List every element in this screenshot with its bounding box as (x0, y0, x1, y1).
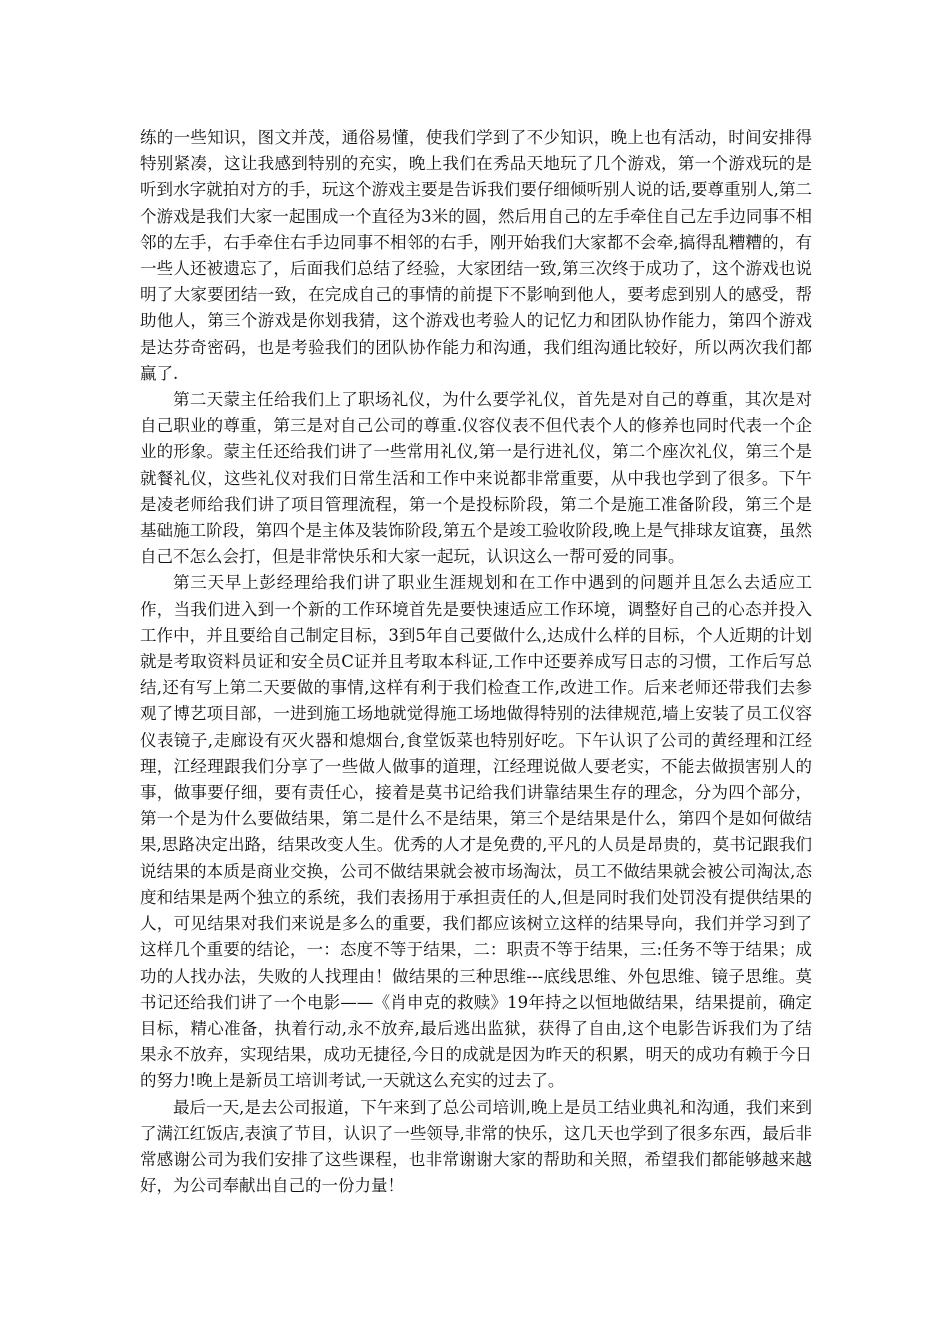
paragraph-day-three: 第三天早上彭经理给我们讲了职业生涯规划和在工作中遇到的问题并且怎么去适应工作，当我们进入到一个新的工作环境首先是要快速适应工作环境，调整好自己的心态并投入工作中，并且要给自己制定目标，3到5年自己要做什么,达成什么样的目标，个人近期的计划就是考取资料员证和安全员C证并且考取本科证,工作中还要养成写日志的习惯，工作后写总结,还有写上第二天要做的事情,这样有利于我们检查工作,改进工作。后来老师还带我们去参观了博艺项目部，一进到施工场地就觉得施工场地做得特别的法律规范,墙上安装了员工仪容仪表镜子,走廊设有灭火器和熄烟台,食堂饭菜也特别好吃。下午认识了公司的黄经理和江经理，江经理跟我们分享了一些做人做事的道理，江经理说做人要老实，不能去做损害别人的事，做事要仔细，要有责任心，接着是莫书记给我们讲靠结果生存的理念，分为四个部分，第一个是为什么要做结果，第二是什么不是结果，第三个是结果是什么，第四个是如何做结果,思路决定出路，结果改变人生。优秀的人才是免费的,平凡的人员是昂贵的，莫书记跟我们说结果的本质是商业交换，公司不做结果就会被市场淘汰，员工不做结果就会被公司淘汰,态度和结果是两个独立的系统，我们表扬用于承担责任的人,但是同时我们处罚没有提供结果的人，可见结果对我们来说是多么的重要，我们都应该树立这样的结果导向，我们并学习到了这样几个重要的结论，一：态度不等于结果，二：职责不等于结果，三:任务不等于结果；成功的人找办法，失败的人找理由！做结果的三种思维---底线思维、外包思维、镜子思维。莫书记还给我们讲了一个电影——《肖申克的救赎》19年持之以恒地做结果，结果提前，确定目标，精心准备，执着行动,永不放弃,最后逃出监狱，获得了自由,这个电影告诉我们为了结果永不放弃，实现结果，成功无捷径,今日的成就是因为昨天的积累，明天的成功有赖于今日的努力!晚上是新员工培训考试,一天就这么充实的过去了。 (140, 573, 812, 1091)
paragraph-day-two: 第二天蒙主任给我们上了职场礼仪，为什么要学礼仪，首先是对自己的尊重，其次是对自己职业的尊重，第三是对自己公司的尊重.仪容仪表不但代表个人的修养也同时代表一个企业的形象。蒙主任还给我们讲了一些常用礼仪,第一是行进礼仪，第二个座次礼仪，第三个是就餐礼仪，这些礼仪对我们日常生活和工作中来说都非常重要，从中我也学到了很多。下午是凌老师给我们讲了项目管理流程，第一个是投标阶段，第二个是施工准备阶段，第三个是基础施工阶段，第四个是主体及装饰阶段,第五个是竣工验收阶段,晚上是气排球友谊赛，虽然自己不怎么会打，但是非常快乐和大家一起玩，认识这么一帮可爱的同事。 (140, 390, 812, 567)
document-body (140, 125, 812, 1199)
paragraph-last-day: 最后一天,是去公司报道，下午来到了总公司培训,晚上是员工结业典礼和沟通，我们来到了满江红饭店,表演了节目，认识了一些领导,非常的快乐，这几天也学到了很多东西，最后非常感谢公司为我们安排了这些课程，也非常谢谢大家的帮助和关照，希望我们都能够越来越好，为公司奉献出自己的一份力量！ (140, 1097, 812, 1196)
paragraph-continuation: 练的一些知识，图文并茂，通俗易懂，使我们学到了不少知识，晚上也有活动，时间安排得特别紧凑，这让我感到特别的充实，晚上我们在秀品天地玩了几个游戏，第一个游戏玩的是听到水字就拍对方的手，玩这个游戏主要是告诉我们要仔细倾听别人说的话,要尊重别人,第二个游戏是我们大家一起围成一个直径为3米的圆，然后用自己的左手牵住自己左手边同事不相邻的左手，右手牵住右手边同事不相邻的右手，刚开始我们大家都不会牵,搞得乱糟糟的，有一些人还被遗忘了，后面我们总结了经验，大家团结一致,第三次终于成功了，这个游戏也说明了大家要团结一致，在完成自己的事情的前提下不影响到他人，要考虑到别人的感受，帮助他人，第三个游戏是你划我猜，这个游戏也考验人的记忆力和团队协作能力，第四个游戏是达芬奇密码，也是考验我们的团队协作能力和沟通，我们组沟通比较好，所以两次我们都赢了. (140, 128, 812, 383)
